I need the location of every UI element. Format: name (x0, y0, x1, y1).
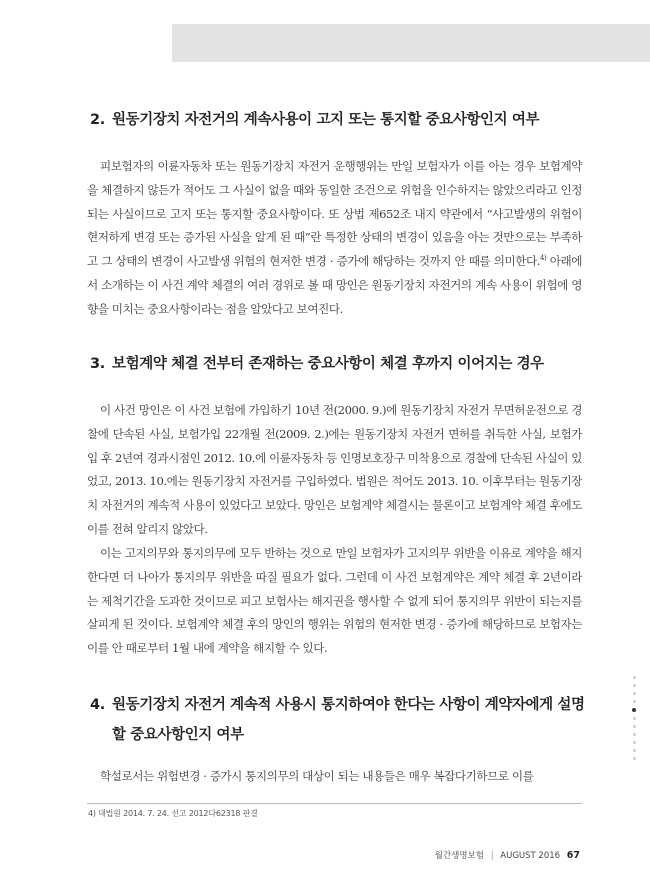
section-2-paragraph (87, 155, 582, 322)
paragraph-text-continued: 아래에서 소개하는 이 사건 계약 체결의 여러 경위로 볼 때 망인은 원동기장치 자전거의 계속 사용이 위험에 영향을 미치는 중요사항이라는 점을 알았다고 보여진다. (87, 254, 582, 316)
page-number: 67 (566, 850, 580, 861)
section-3-paragraph-1 (87, 399, 582, 542)
section-title: 원동기장치 자전거의 계속사용이 고지 또는 통지할 중요사항인지 여부 (112, 112, 540, 128)
paragraph-text: 피보험자의 이륜자동차 또는 원동기장치 자전거 운행행위는 만일 보험자가 이를 아는 경우 보험계약을 체결하지 않든가 적어도 그 사실이 없을 때와 동일한 조건으로 위험을 인수하지는 않았으리라고 인정되는 사실이므로 고지 또는 통지할 중요사항이다. 또 상법 제652조 내지 약관에서 “사고발생의 위험이 현저하게 변경 또는 증가된 사실을 알게 된 때”란 특정한 상태의 변경이 있음을 아는 것만으로는 부족하고 그 상태의 변경이 사고발생 위험의 현저한 변경 · 증가에 해당하는 것까지 안 때를 의미한다. (87, 159, 582, 269)
header-banner (172, 24, 650, 62)
page-footer (435, 849, 580, 861)
nav-dot[interactable] (633, 692, 636, 695)
nav-dot[interactable] (633, 676, 636, 679)
nav-dot-active[interactable] (632, 708, 636, 712)
section-number: 3. (90, 356, 105, 372)
nav-dot[interactable] (633, 717, 636, 720)
nav-dot[interactable] (633, 749, 636, 752)
nav-dot[interactable] (633, 741, 636, 744)
section-4-paragraph (87, 765, 582, 789)
nav-dot[interactable] (633, 700, 636, 703)
section-dot-navigation (631, 676, 637, 765)
section-4-heading (90, 690, 592, 750)
issue-label: AUGUST 2016 (500, 851, 561, 861)
section-number: 2. (90, 112, 105, 128)
footnote-divider (87, 803, 582, 804)
paragraph-text: 학설로서는 위험변경 · 증가시 통지의무의 대상이 되는 내용들은 매우 복잡다기하므로 이를 (100, 769, 534, 783)
nav-dot[interactable] (633, 757, 636, 760)
section-title-line-1: 원동기장치 자전거 계속적 사용시 통지하여야 한다는 사항이 계약자에게 설명 (112, 697, 585, 713)
nav-dot[interactable] (633, 725, 636, 728)
nav-dot[interactable] (633, 684, 636, 687)
section-2-heading (90, 108, 592, 129)
section-title-line-2: 할 중요사항인지 여부 (112, 727, 244, 743)
nav-dot[interactable] (633, 733, 636, 736)
footnote: 4) 대법원 2014. 7. 24. 선고 2012다62318 판결 (88, 809, 258, 818)
section-3-paragraph-2 (87, 542, 582, 661)
footnote-reference[interactable]: 4) (539, 254, 547, 263)
section-number: 4. (90, 697, 105, 713)
paragraph-text: 이 사건 망인은 이 사건 보험에 가입하기 10년 전(2000. 9.)에 원동기장치 자전거 무면허운전으로 경찰에 단속된 사실, 보험가입 22개월 전(2009. 2.)에는 원동기장치 자전거 면허를 취득한 사실, 보험가입 후 2년여 경과시점인 2012. 10.에 이륜자동차 등 인명보호장구 미착용으로 경찰에 단속된 사실이 있었고, 2013. 10.에는 원동기장치 자전거를 구입하였다. 법원은 적어도 2013. 10. 이후부터는 원동기장치 자전거의 계속적 사용이 있었다고 보았다. 망인은 보험계약 체결시는 물론이고 보험계약 체결 후에도 이를 전혀 알리지 않았다. (87, 403, 582, 536)
section-title: 보험계약 체결 전부터 존재하는 중요사항이 체결 후까지 이어지는 경우 (112, 356, 544, 372)
paragraph-text: 이는 고지의무와 통지의무에 모두 반하는 것으로 만일 보험자가 고지의무 위반을 이유로 계약을 해지한다면 더 나아가 통지의무 위반을 따질 필요가 없다. 그런데 이 사건 보험계약은 계약 체결 후 2년이라는 제척기간을 도과한 것이므로 피고 보험사는 해지권을 행사할 수 없게 되어 통지의무 위반이 되는지를 살피게 된 것이다. 보험계약 체결 후의 망인의 행위는 위험의 현저한 변경 · 증가에 해당하므로 보험자는 이를 안 때로부터 1월 내에 계약을 해지할 수 있다. (87, 546, 582, 656)
publication-name: 월간생명보험 (434, 851, 485, 861)
footer-separator: | (490, 851, 494, 861)
section-3-heading (90, 352, 592, 373)
